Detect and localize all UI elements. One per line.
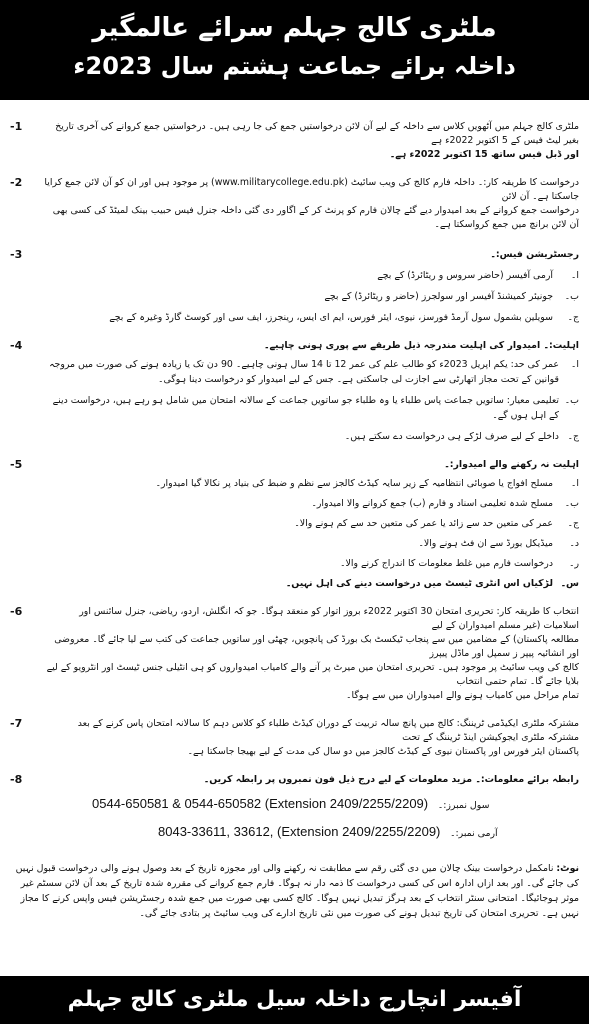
note-label: نوٹ: bbox=[556, 863, 579, 874]
section-title: رابطہ برائے معلومات:۔ مزید معلومات کے لیے درج ذیل فون نمبروں پر رابطہ کریں۔ bbox=[203, 774, 579, 785]
list-item bbox=[44, 429, 579, 444]
item-text: مسلح افواج یا صوبائی انتظامیہ کے زیر سایہ کیڈٹ کالجز سے نظم و ضبط کی بنیاد پر نکالا گیا امیدوار۔ bbox=[155, 478, 553, 489]
note-paragraph bbox=[10, 861, 579, 921]
list-item bbox=[44, 393, 579, 423]
section-title: اہلیت نہ رکھنے والے امیدوار:۔ bbox=[444, 459, 579, 470]
section-4 bbox=[10, 339, 579, 444]
section-line: تمام مراحل میں کامیاب ہونے والے امیدواران میں سے ہوگا۔ bbox=[346, 690, 579, 701]
section-7 bbox=[10, 717, 579, 759]
section-line: مطالعہ پاکستان) کے مضامین میں سے پنجاب ٹیکسٹ بک بورڈ کی پانچویں، چھٹی اور ساتویں جماعت کی کتب سے لیا جائے گا۔ معروضی اور انشائیہ پیپر ز سمپل اور ماڈل پیپرز bbox=[54, 634, 579, 659]
header-banner bbox=[0, 0, 589, 100]
footer-signature: آفیسر انچارج داخلہ سیل ملٹری کالج جہلم bbox=[0, 976, 589, 1024]
item-mark: ج۔ bbox=[567, 518, 579, 529]
section-number: -6 bbox=[10, 605, 23, 618]
item-text: داخلے کے لیے صرف لڑکے ہی درخواست دے سکتے ہیں۔ bbox=[344, 431, 559, 442]
section-5 bbox=[10, 458, 579, 591]
section-line: درخواست جمع کروانے کے بعد امیدوار دیے گئے چالان فارم کو پرنٹ کر کے اگاور دی گئی داخلہ جنرل فیس حبیب بینک لمیٹڈ کی کسی بھی آن لائن برانچ میں جمع کرواسکتا ہے۔ bbox=[52, 205, 579, 230]
section-title: رجسٹریشن فیس:۔ bbox=[490, 249, 579, 260]
section-line: مشترکہ ملٹری ایکیڈمی ٹریننگ: کالج میں پانچ سالہ تربیت کے دوران کیڈٹ طلباء کو کلاس دہم کا سالانہ امتحان پاس کرنے کے بعد مشترکہ ملٹری ایجوکیشن اینڈ ٹریننگ کے تحت bbox=[77, 718, 579, 743]
item-mark: ب۔ bbox=[564, 291, 579, 302]
item-mark: ر۔ bbox=[568, 558, 579, 569]
item-mark: ج۔ bbox=[567, 312, 579, 323]
list-item bbox=[44, 476, 579, 491]
item-text: سویلین بشمول سول آرمڈ فورسز، نیوی، ایئر فورس، ایم ای ایس، رینجرز، ایف سی اور کوسٹ گارڈ وغیرہ کے بچے bbox=[109, 312, 553, 323]
section-number: -7 bbox=[10, 717, 23, 730]
contact-label: آرمی نمبر:۔ bbox=[450, 828, 498, 839]
college-title: ملٹری کالج جہلم سرائے عالمگیر bbox=[92, 13, 497, 43]
section-line: کالج کی ویب سائیٹ پر موجود ہیں۔ تحریری امتحان میں میرٹ پر آنے والے کامیاب امیدواروں کو ہی انٹیلی جنس ٹیسٹ اور انٹرویو کے لیے بلایا جائے گا۔ تمام حتمی انتخاب bbox=[46, 662, 579, 687]
list-item bbox=[44, 496, 579, 511]
item-text: جونیئر کمیشنڈ آفیسر اور سولجرز (حاضر و ریٹائرڈ) کے بچے bbox=[324, 291, 553, 302]
phone-numbers: 8043-33611, 33612, (Extension 2409/2255/2209) bbox=[158, 824, 441, 839]
section-line: اور ڈبل فیس ساتھ 15 اکتوبر 2022ء ہے۔ bbox=[389, 149, 579, 160]
item-mark: ا۔ bbox=[570, 270, 579, 281]
list-item bbox=[44, 289, 579, 304]
list-item bbox=[44, 357, 579, 387]
item-mark: ب۔ bbox=[564, 395, 579, 406]
item-mark: ج۔ bbox=[567, 431, 579, 442]
civil-contact bbox=[44, 793, 579, 817]
item-text: آرمی آفیسر (حاضر سروس و ریٹائرڈ) کے بچے bbox=[377, 270, 553, 281]
item-text: لڑکیاں اس انٹری ٹیسٹ میں درخواست دینے کی اہل نہیں۔ bbox=[285, 578, 553, 589]
list-item bbox=[44, 556, 579, 571]
advertisement-body bbox=[10, 106, 579, 968]
section-number: -4 bbox=[10, 339, 23, 352]
section-8 bbox=[10, 773, 579, 845]
section-line: پاکستان ایئر فورس اور پاکستان نیوی کے کیڈٹ کالجز میں دو سال کی مدت کے لیے بھیجا جاسکتا ہے۔ bbox=[187, 746, 579, 757]
section-number: -8 bbox=[10, 773, 23, 786]
section-number: -5 bbox=[10, 458, 23, 471]
section-2 bbox=[10, 176, 579, 232]
section-number: -3 bbox=[10, 248, 23, 261]
phone-numbers: 0544-650581 & 0544-650582 (Extension 2409/2255/2209) bbox=[92, 796, 429, 811]
section-1 bbox=[10, 120, 579, 162]
item-mark: س۔ bbox=[560, 578, 579, 589]
item-text: میڈیکل بورڈ سے ان فٹ ہونے والا۔ bbox=[418, 538, 553, 549]
list-item bbox=[44, 268, 579, 283]
section-number: -1 bbox=[10, 120, 23, 133]
admission-title: داخلہ برائے جماعت ہشتم سال 2023ء bbox=[73, 52, 516, 80]
item-text: مسلح شدہ تعلیمی اسناد و فارم (ب) جمع کروانے والا امیدوار۔ bbox=[311, 498, 553, 509]
section-title: اہلیت:۔ امیدوار کی اہلیت مندرجہ ذیل طریقے سے پوری ہونی چاہیے۔ bbox=[264, 340, 579, 351]
list-item bbox=[44, 576, 579, 591]
item-text: تعلیمی معیار: ساتویں جماعت پاس طلباء یا وہ طلباء جو ساتویں جماعت کے سالانہ امتحان میں شامل ہو رہے ہیں، درخواست دینے کے اہل ہوں گے۔ bbox=[52, 395, 559, 421]
section-6 bbox=[10, 605, 579, 703]
army-contact bbox=[44, 821, 579, 845]
item-mark: ب۔ bbox=[564, 498, 579, 509]
contact-label: سول نمبرز:۔ bbox=[437, 800, 490, 811]
section-line: ملٹری کالج جہلم میں آٹھویں کلاس سے داخلہ کے لیے آن لائن درخواستیں جمع کی جا رہی ہیں۔ درخواستیں جمع کروانے کی آخری تاریخ بغیر لیٹ فیس کے 5 اکتوبر 2022ء ہے bbox=[55, 121, 579, 146]
item-mark: د۔ bbox=[569, 538, 579, 549]
section-number: -2 bbox=[10, 176, 23, 189]
section-line: درخواست کا طریقہ کار:۔ داخلہ فارم کالج کی ویب سائیٹ (www.militarycollege.edu.pk) پر موجود ہیں اور ان کو آن لائن جمع کرایا جاسکتا ہے۔ آن لائن bbox=[44, 177, 579, 202]
list-item bbox=[44, 516, 579, 531]
list-item bbox=[44, 310, 579, 325]
item-text: عمر کی حد: یکم اپریل 2023ء کو طالب علم کی عمر 12 تا 14 سال ہونی چاہیے۔ 90 دن تک یا زیادہ ہونے کی صورت میں مروجہ قوانین کے تحت مجاز اتھارٹی سے اجازت لی جاسکتی ہے۔ جس کے لیے امیدوار کو درخواست دینا ہوگی۔ bbox=[49, 359, 559, 385]
item-text: عمر کی متعین حد سے زائد یا عمر کی متعین حد سے کم ہونے والا۔ bbox=[294, 518, 553, 529]
item-mark: ا۔ bbox=[570, 359, 579, 370]
list-item bbox=[44, 536, 579, 551]
section-3 bbox=[10, 248, 579, 325]
item-mark: ا۔ bbox=[570, 478, 579, 489]
item-text: درخواست فارم میں غلط معلومات کا اندراج کرنے والا۔ bbox=[340, 558, 553, 569]
section-line: انتخاب کا طریقہ کار: تحریری امتحان 30 اکتوبر 2022ء بروز اتوار کو منعقد ہوگا۔ جو کہ انگلش، اردو، ریاضی، جنرل سائنس اور اسلامیات (غیر مسلم امیدواران کے لیے bbox=[79, 606, 579, 631]
note-text: نامکمل درخواست بینک چالان میں دی گئی رقم سے مطابقت نہ رکھنے والی اور مجوزہ تاریخ کے بعد وصول ہونے والی درخواست قبول نہیں کی جائے گی۔ اور بعد ازاں ادارہ اس کی کسی درخواست کا ذمہ دار نہ ہوگا۔ فارم جمع کروانے کی مقررہ شدہ تاریخ کے بعد آن لائن سسٹم غیر موثر ہوجائیگا۔ امتحانی سنٹر انتخاب کے بعد ہرگز تبدیل نہیں ہوگا۔ کالج کسی بھی صورت میں جمع شدہ رجسٹریشن فیس واپس کرنے کا مجاز نہیں ہے۔ تحریری امتحان کی تاریخ تبدیل ہونے کی صورت میں نئی تاریخ ادارے کی ویب سائیٹ پر بتادی جائے گی۔ bbox=[15, 863, 579, 919]
